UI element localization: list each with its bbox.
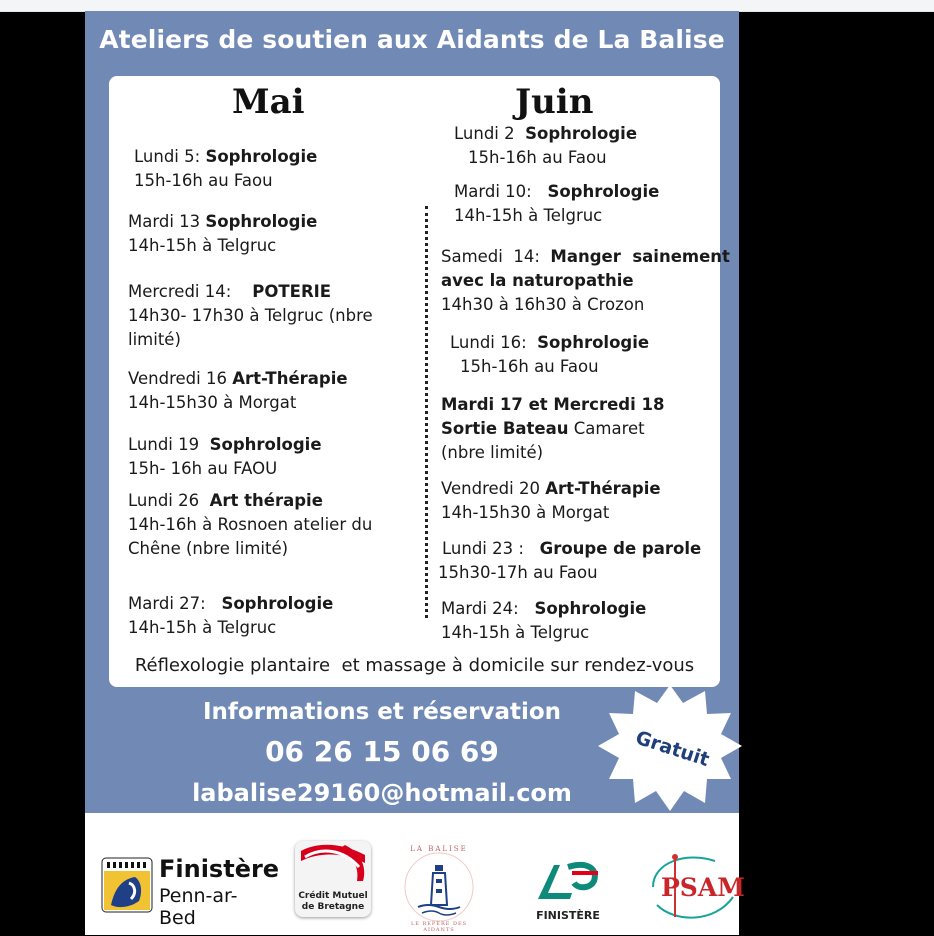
credit-mutuel-swoosh-icon [295, 841, 371, 889]
list-item: Lundi 16: Sophrologie 15h-16h au Faou [450, 333, 650, 376]
la-balise-bottom-text: LE REPÈRE DES AIDANTS [410, 921, 468, 933]
list-item: Mardi 13 Sophrologie 14h-15h à Telgruc [128, 212, 318, 255]
poster-title: Ateliers de soutien aux Aidants de La Balise [99, 25, 725, 54]
list-item: Lundi 19 Sophrologie 15h- 16h au FAOU [128, 435, 322, 478]
la-balise-top-text: LA BALISE [410, 845, 468, 853]
badge-label: Gratuit [632, 726, 712, 772]
list-item: Vendredi 20 Art-Thérapie 14h-15h30 à Morgat [441, 479, 661, 522]
column-divider [425, 206, 428, 618]
lighthouse-icon [398, 843, 480, 929]
credit-mutuel-logo [295, 841, 371, 917]
finistere-name: Finistère [159, 855, 280, 883]
list-item: Mardi 10: Sophrologie 14h-15h à Telgruc [454, 182, 660, 225]
credit-agricole-logo [528, 859, 608, 923]
ca-name: FINISTÈRE [536, 909, 600, 922]
ca-icon [528, 859, 608, 905]
finistere-crest-icon [101, 857, 153, 913]
finistere-logo [101, 855, 280, 929]
sponsor-logos [85, 813, 745, 935]
phone-number[interactable]: 06 26 15 06 69 [265, 735, 499, 768]
psam-name: PSAM [661, 873, 745, 902]
psam-logo [645, 847, 745, 927]
email-address[interactable]: labalise29160@hotmail.com [192, 779, 572, 807]
list-item: Samedi 14: Manger sainement avec la naturopathie 14h30 à 16h30 à Crozon [441, 247, 730, 314]
la-balise-logo [398, 843, 480, 933]
month-heading-june: Juin [515, 82, 594, 122]
month-heading-may: Mai [232, 82, 305, 122]
list-item: Lundi 2 Sophrologie 15h-16h au Faou [454, 124, 638, 167]
schedule-card [109, 76, 730, 687]
credit-mutuel-line1: Crédit Mutuel [298, 891, 368, 901]
list-item: Lundi 5: Sophrologie 15h-16h au Faou [134, 147, 318, 190]
footer-note: Réflexologie plantaire et massage à domicile sur rendez-vous [134, 655, 695, 676]
list-item: Lundi 26 Art thérapie 14h-16h à Rosnoen atelier du Chêne (nbre limité) [128, 491, 373, 558]
list-item: Vendredi 16 Art-Thérapie 14h-15h30 à Morgat [128, 369, 348, 412]
list-item: Mardi 27: Sophrologie 14h-15h à Telgruc [128, 594, 334, 637]
free-badge [597, 683, 743, 813]
list-item: Mercredi 14: POTERIE 14h30- 17h30 à Telgruc (nbre limité) [128, 282, 373, 349]
credit-mutuel-line2: de Bretagne [301, 902, 365, 912]
finistere-sub: Penn-ar-Bed [159, 885, 238, 929]
list-item: Lundi 23 : Groupe de parole 15h30-17h au Faou [438, 539, 702, 582]
list-item: Mardi 24: Sophrologie 14h-15h à Telgruc [441, 599, 647, 642]
info-title: Informations et réservation [202, 699, 562, 725]
list-item: Mardi 17 et Mercredi 18 Sortie Bateau Camaret (nbre limité) [441, 395, 665, 462]
